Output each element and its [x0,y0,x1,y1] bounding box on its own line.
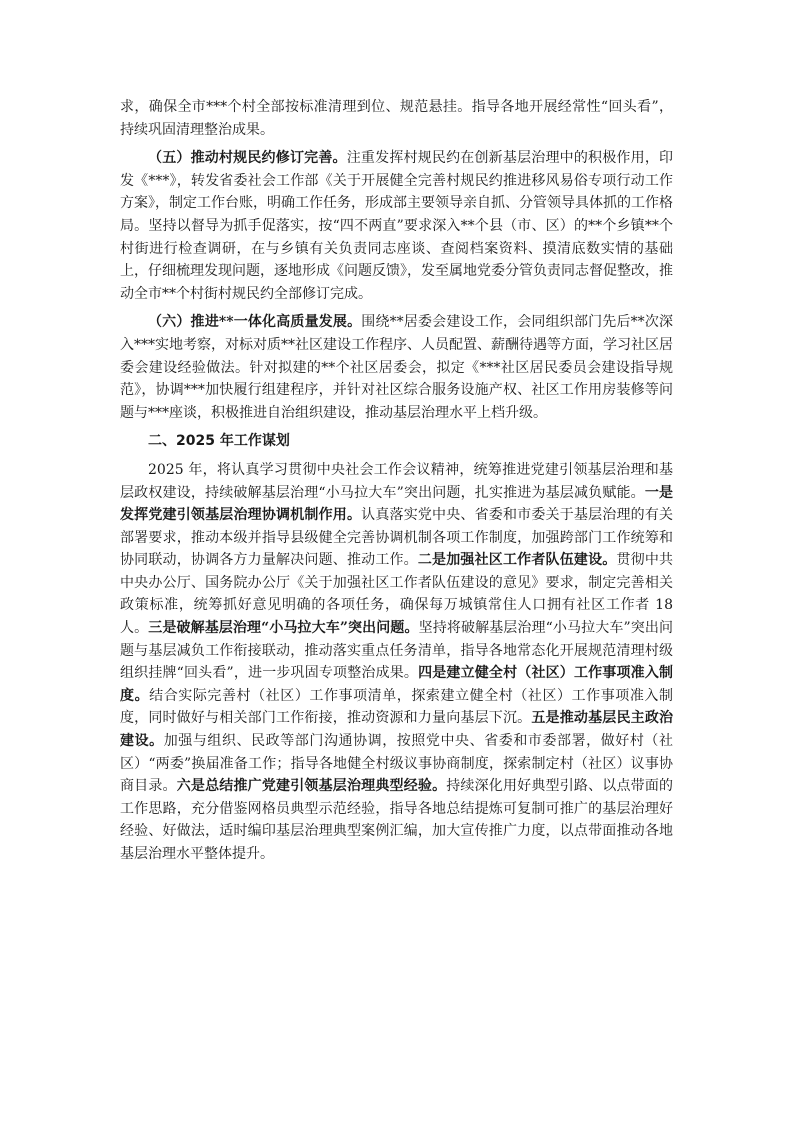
plan-item-text: 加强与组织、民政等部门沟通协调，按照党中央、省委和市委部署，做好村（社区）“两委”换届准备工作；指导各地健全村级议事协商制度，探索制定村（社区）议事协商目录。 [120,733,673,795]
paragraph-text: 围绕**居委会建设工作，会同组织部门先后**次深入***实地考察，对标对质**社区建设工作程序、人员配置、薪酬待遇等方面，学习社区居委会建设经验做法。针对拟建的**个社区居委会，拟定《***社区居民委员会建设指导规范》，协调***加快履行组建程序，并针对社区综合服务设施产权、社区工作用房装修等问题与***座谈，积极推进自治组织建设，推动基层治理水平上档升级。 [120,314,673,421]
plan-item-title: 一是发挥党建引领基层治理协调机制作用。 [120,484,673,524]
plan-item-text: 贯彻中共中央办公厅、国务院办公厅《关于加强社区工作者队伍建设的意见》要求，制定完善相关政策标准，统筹抓好意见明确的各项任务，确保每万城镇常住人口拥有社区工作者 18 人。 [120,552,674,637]
plan-item-title: 六是总结推广党建引领基层治理典型经验。 [176,778,447,795]
plan-item-text: 结合实际完善村（社区）工作事项清单，探索建立健全村（社区）工作事项准入制度，同时做好与相关部门工作衔接，推动资源和力量向基层下沉。 [120,687,674,727]
paragraph-subtitle: （五）推动村规民约修订完善。 [148,150,347,167]
paragraph-village-rules [120,147,673,305]
paragraph-subtitle: （六）推进**一体化高质量发展。 [148,314,362,331]
paragraph-text: 2025 年，将认真学习贯彻中央社会工作会议精神，统筹推进党建引领基层治理和基层政权建设，持续破解基层治理“小马拉大车”突出问题，扎实推进为基层减负赋能。 [120,461,673,501]
plan-item-title: 二是加强社区工作者队伍建设。 [417,552,617,569]
plan-item-text: 认真落实党中央、省委和市委关于基层治理的有关部署要求，推动本级并指导县级健全完善协调机制各项工作制度，加强跨部门工作统筹和协同联动，协调各方力量解决问题、推动工作。 [120,507,674,569]
paragraph-text: 注重发挥村规民约在创新基层治理中的积极作用，印发《***》，转发省委社会工作部《关于开展健全完善村规民约推进移风易俗专项行动工作方案》，制定工作台账，明确工作任务，形成部主要领导亲自抓、分管领导具体抓的工作格局。坚持以督导为抓手促落实，按“四不两直”要求深入**个县（市、区）的**个乡镇**个村街进行检查调研，在与乡镇有关负责同志座谈、查阅档案资料、摸清底数实情的基础上，仔细梳理发现问题，逐地形成《问题反馈》，发至属地党委分管负责同志督促整改，推动全市**个村街村规民约全部修订完成。 [120,150,674,302]
document-body [120,96,673,872]
paragraph-continuation [120,96,673,141]
paragraph-integration [120,311,673,424]
paragraph-text: 求，确保全市***个村全部按标准清理到位、规范悬挂。指导各地开展经常性“回头看”，持续巩固清理整治成果。 [120,99,673,138]
plan-item-title: 三是破解基层治理“小马拉大车”突出问题。 [148,620,419,637]
plan-item-title: 五是推动基层民主政治建设。 [120,710,674,750]
plan-item-title: 四是建立健全村（社区）工作事项准入制度。 [120,665,673,704]
paragraph-2025-plan [120,459,673,866]
plan-item-text: 持续深化用好典型引路、以点带面的工作思路，充分借鉴网格员典型示范经验，指导各地总结提炼可复制可推广的基层治理好经验、好做法，适时编印基层治理典型案例汇编，加大宣传推广力度，以点带面推动各地基层治理水平整体提升。 [120,778,674,862]
section-heading: 二、2025 年工作谋划 [148,433,290,450]
plan-item-text: 坚持将破解基层治理“小马拉大车”突出问题与基层减负工作衔接联动，推动落实重点任务清单，指导各地常态化开展规范清理村级组织挂牌“回头看”，进一步巩固专项整治成果。 [120,620,673,682]
